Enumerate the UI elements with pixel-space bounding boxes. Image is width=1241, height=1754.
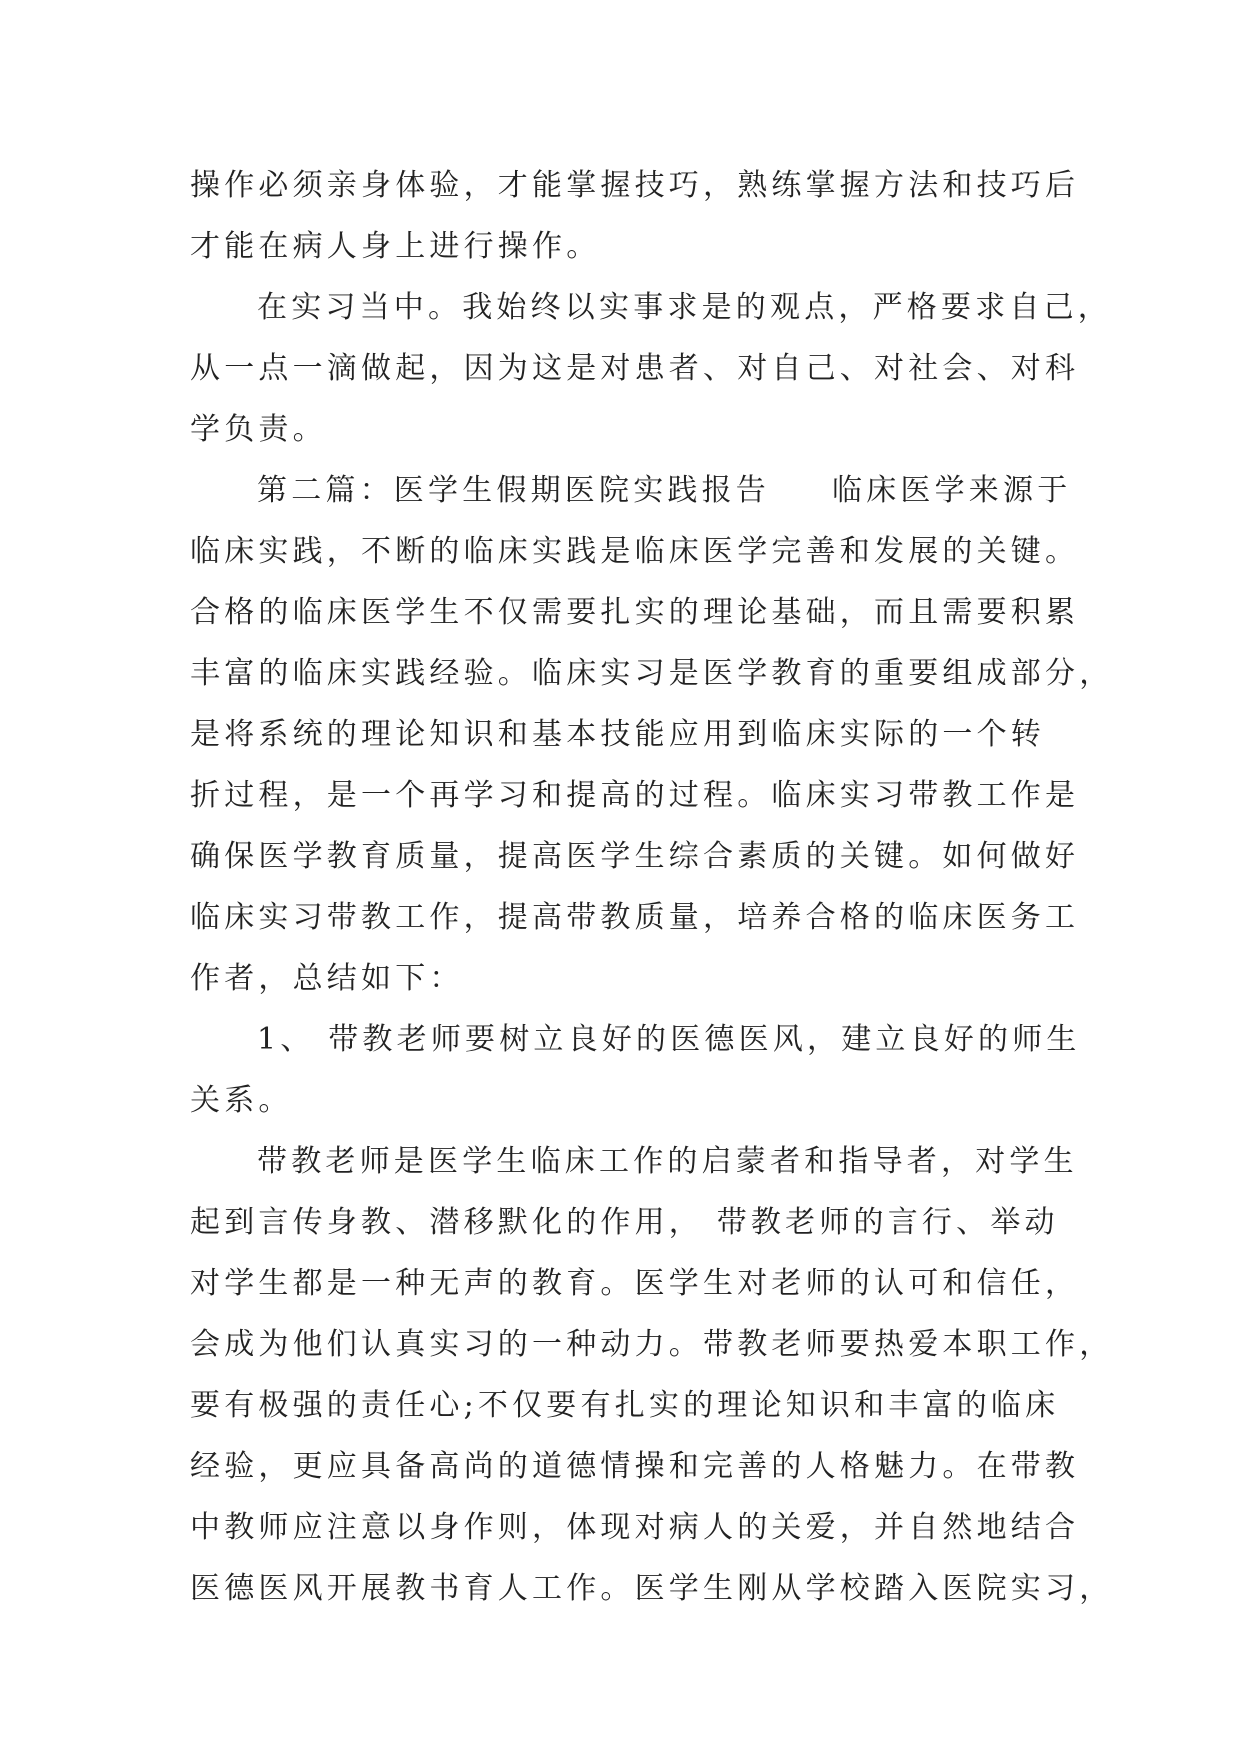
text-line: 会成为他们认真实习的一种动力。带教老师要热爱本职工作， [190, 1327, 1114, 1362]
paragraph-lead: 临床医学来源于 [832, 473, 1072, 508]
section-heading-line [190, 460, 1070, 521]
text-line: 经验，更应具备高尚的道德情操和完善的人格魅力。在带教 [190, 1449, 1080, 1484]
text-line: 对学生都是一种无声的教育。医学生对老师的认可和信任， [190, 1266, 1080, 1301]
text-line: 才能在病人身上进行操作。 [190, 229, 601, 264]
paragraph-start-line: 在实习当中。我始终以实事求是的观点，严格要求自己， [257, 290, 1112, 325]
text-line: 合格的临床医学生不仅需要扎实的理论基础，而且需要积累 [190, 595, 1080, 630]
text-line: 学负责。 [190, 412, 327, 447]
text-line: 是将系统的理论知识和基本技能应用到临床实际的一个转 [190, 717, 1045, 752]
text-line: 操作必须亲身体验，才能掌握技巧，熟练掌握方法和技巧后 [190, 168, 1080, 203]
numbered-item-line: 1、 带教老师要树立良好的医德医风，建立良好的师生 [257, 1022, 1081, 1057]
text-line: 中教师应注意以身作则，体现对病人的关爱，并自然地结合 [190, 1510, 1080, 1545]
text-line: 临床实践，不断的临床实践是临床医学完善和发展的关键。 [190, 534, 1080, 569]
text-line: 要有极强的责任心;不仅要有扎实的理论知识和丰富的临床 [190, 1388, 1060, 1423]
document-body [190, 155, 1114, 1619]
text-line: 折过程，是一个再学习和提高的过程。临床实习带教工作是 [190, 778, 1080, 813]
text-line: 关系。 [190, 1083, 293, 1118]
text-line: 医德医风开展教书育人工作。医学生刚从学校踏入医院实习， [190, 1571, 1114, 1606]
text-line: 确保医学教育质量，提高医学生综合素质的关键。如何做好 [190, 839, 1080, 874]
text-line: 临床实习带教工作，提高带教质量，培养合格的临床医务工 [190, 900, 1080, 935]
paragraph-start-line: 带教老师是医学生临床工作的启蒙者和指导者，对学生 [257, 1144, 1078, 1179]
text-line: 从一点一滴做起，因为这是对患者、对自己、对社会、对科 [190, 351, 1080, 386]
text-line: 作者，总结如下： [190, 961, 464, 996]
text-line: 起到言传身教、潜移默化的作用， 带教老师的言行、举动 [190, 1205, 1059, 1240]
text-line: 丰富的临床实践经验。临床实习是医学教育的重要组成部分， [190, 656, 1114, 691]
section-heading: 第二篇：医学生假期医院实践报告 [257, 473, 770, 508]
